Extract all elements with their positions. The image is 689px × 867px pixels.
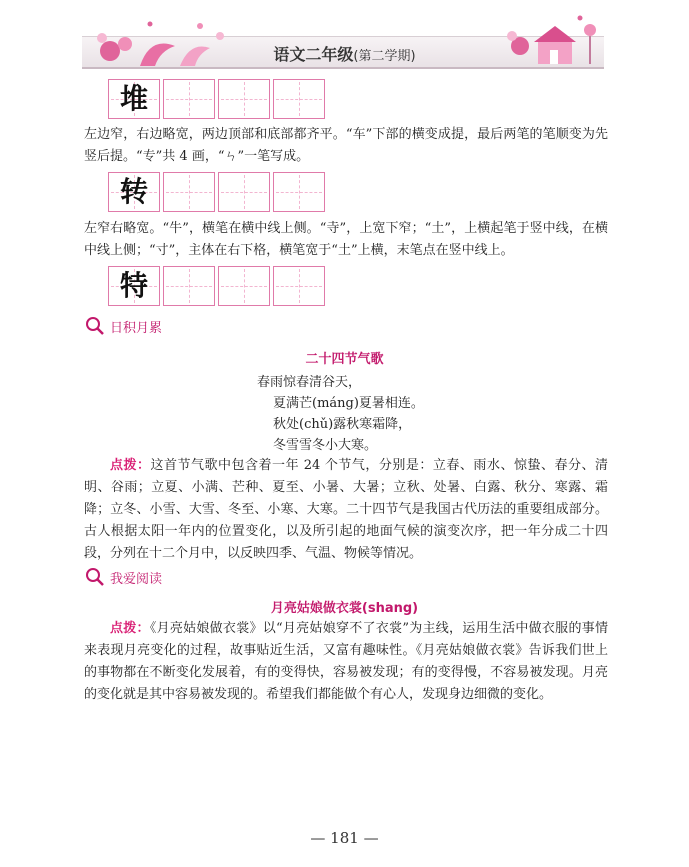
grid-cell <box>163 266 215 306</box>
grid-cell <box>163 79 215 119</box>
tip-text: 《月亮姑娘做衣裳》以“月亮姑娘穿不了衣裳”为主线，运用生活中做衣服的事情来表现月亮变化的过程，故事贴近生活，又富有趣味性。《月亮姑娘做衣裳》告诉我们世上的事物都在不断变化发展着，有的变得快，容易被发现；有的变得慢，不容易被发现。月亮的变化就是其中容易被发现的。希望我们都能做个有心人，发现身边细微的变化。 <box>84 621 608 702</box>
grid-cell <box>218 172 270 212</box>
section-yuedu <box>84 567 162 587</box>
section-title: 我爱阅读 <box>110 571 163 587</box>
grid-cell <box>108 79 160 119</box>
grid-cell <box>108 172 160 212</box>
poem-line: 夏满芒(máng)夏暑相连。 <box>273 396 424 411</box>
poem-tip <box>84 455 608 565</box>
tip-text: 这首节气歌中包含着一年 24 个节气，分别是：立春、雨水、惊蛰、春分、清明、谷雨；立夏、小满、芒种、夏至、小暑、大暑；立秋、处暑、白露、秋分、寒露、霜降；立冬、小雪、大雪、冬至、小寒、大寒。二十四节气是我国古代历法的重要组成部分。古人根据太阳一年内的位置变化，以及所引起的地面气候的演变次序，把一年分成二十四段，分列在十二个月中，以反映四季、气温、物候等情况。 <box>84 458 608 561</box>
magnifier-icon <box>84 567 106 587</box>
poem-line: 冬雪雪冬小大寒。 <box>273 438 378 453</box>
paragraph-dui: 左边窄，右边略宽，两边顶部和底部都齐平。“车”下部的横变成提，最后两笔的笔顺变为先竖后提。“专”共 4 画，“ㄣ”一笔写成。 <box>84 127 608 164</box>
grid-character: 堆 <box>119 82 148 115</box>
grid-character: 转 <box>119 175 148 208</box>
left-decoration-icon <box>80 6 240 76</box>
grid-cell <box>218 79 270 119</box>
poem-line: 秋处(chǔ)露秋寒霜降， <box>273 417 412 432</box>
section-riji <box>84 316 162 336</box>
grid-character: 特 <box>119 269 148 302</box>
right-decoration-icon <box>490 6 610 76</box>
magnifier-icon <box>84 316 106 336</box>
writing-grid-zhuan <box>108 172 328 214</box>
reading-tip <box>84 618 608 706</box>
grid-cell <box>273 266 325 306</box>
page-number: — 181 — <box>310 829 379 847</box>
page-header <box>0 0 689 78</box>
tip-label: 点拨： <box>110 458 151 473</box>
grid-cell <box>273 172 325 212</box>
poem-line: 春雨惊春清谷天， <box>257 375 362 390</box>
grid-cell <box>273 79 325 119</box>
reading-title: 月亮姑娘做衣裳(shang) <box>270 601 419 616</box>
paragraph-zhuan: 左窄右略宽。“牛”，横笔在横中线上侧。“寺”，上宽下窄；“土”，上横起笔于竖中线，在横中线上侧；“寸”，主体在右下格，横笔宽于“土”上横，末笔点在竖中线上。 <box>84 221 608 258</box>
section-title: 日积月累 <box>110 320 163 336</box>
header-book-title: 语文二年级 <box>273 45 354 64</box>
poem-title: 二十四节气歌 <box>305 352 384 367</box>
grid-cell <box>218 266 270 306</box>
header-semester: (第二学期) <box>353 49 416 64</box>
header-title <box>0 42 689 65</box>
writing-grid-dui <box>108 79 328 121</box>
writing-grid-te <box>108 266 328 308</box>
grid-cell <box>163 172 215 212</box>
grid-cell <box>108 266 160 306</box>
tip-label: 点拨： <box>110 621 150 636</box>
